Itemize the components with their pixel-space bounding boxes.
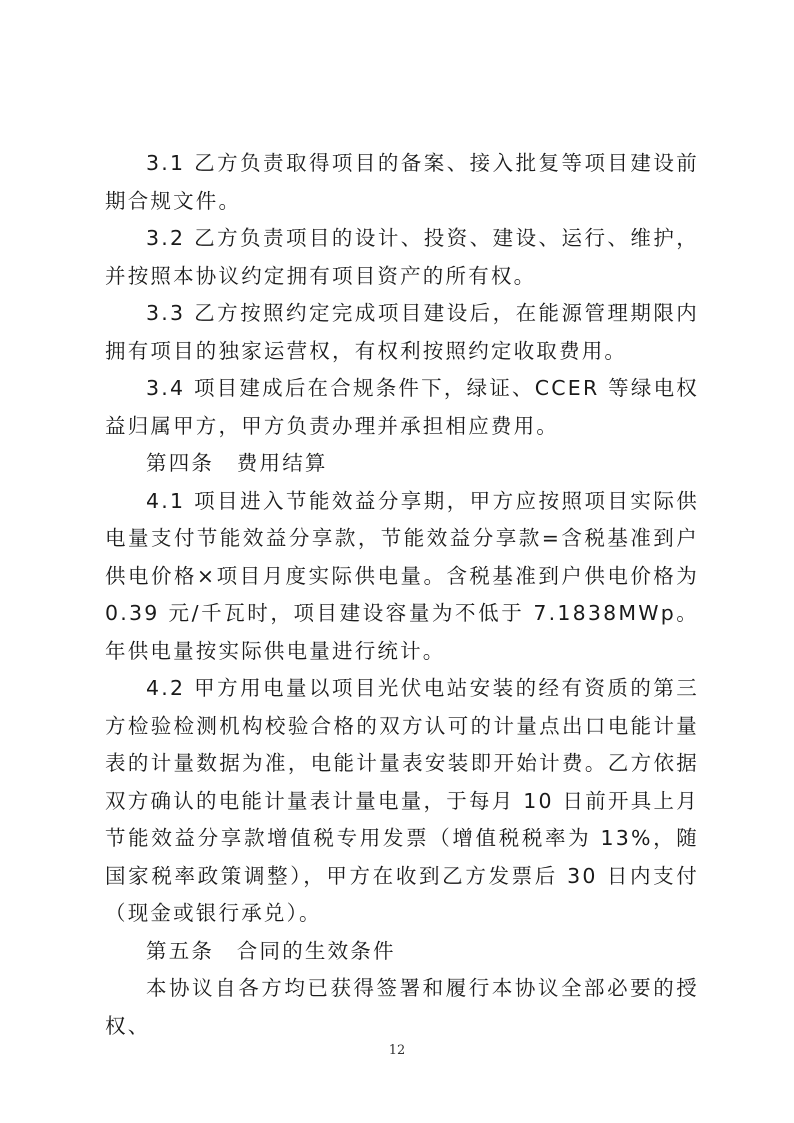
article-5-heading: 第五条 合同的生效条件 (146, 938, 396, 963)
page-number: 12 (388, 1043, 406, 1058)
clause-3-1: 3.1 乙方负责取得项目的备案、接入批复等项目建设前期合规文件。 (105, 151, 699, 213)
clause-3-3: 3.3 乙方按照约定完成项目建设后，在能源管理期限内拥有项目的独家运营权，有权利按照约定收取费用。 (105, 301, 699, 363)
clause-3-4: 3.4 项目建成后在合规条件下，绿证、CCER 等绿电权益归属甲方，甲方负责办理并承担相应费用。 (105, 376, 699, 438)
clause-3-2: 3.2 乙方负责项目的设计、投资、建设、运行、维护，并按照本协议约定拥有项目资产的所有权。 (105, 226, 699, 288)
clause-4-1: 4.1 项目进入节能效益分享期，甲方应按照项目实际供电量支付节能效益分享款，节能效益分享款=含税基准到户供电价格×项目月度实际供电量。含税基准到户供电价格为 0.39 元/千瓦时，项目建设容量为不低于 7.1838MWp。年供电量按实际供电量进行统计。 (105, 488, 699, 663)
article-4-heading: 第四条 费用结算 (146, 451, 328, 475)
document-body (105, 145, 699, 1045)
article-5-paragraph: 本协议自各方均已获得签署和履行本协议全部必要的授权、 (105, 976, 699, 1038)
clause-4-2: 4.2 甲方用电量以项目光伏电站安装的经有资质的第三方检验检测机构校验合格的双方认可的计量点出口电能计量表的计量数据为准，电能计量表安装即开始计费。乙方依据双方确认的电能计量表计量电量，于每月 10 日前开具上月节能效益分享款增值税专用发票（增值税税率为 13%，随国家税率政策调整），甲方在收到乙方发票后 30 日内支付（现金或银行承兑）。 (105, 676, 699, 925)
